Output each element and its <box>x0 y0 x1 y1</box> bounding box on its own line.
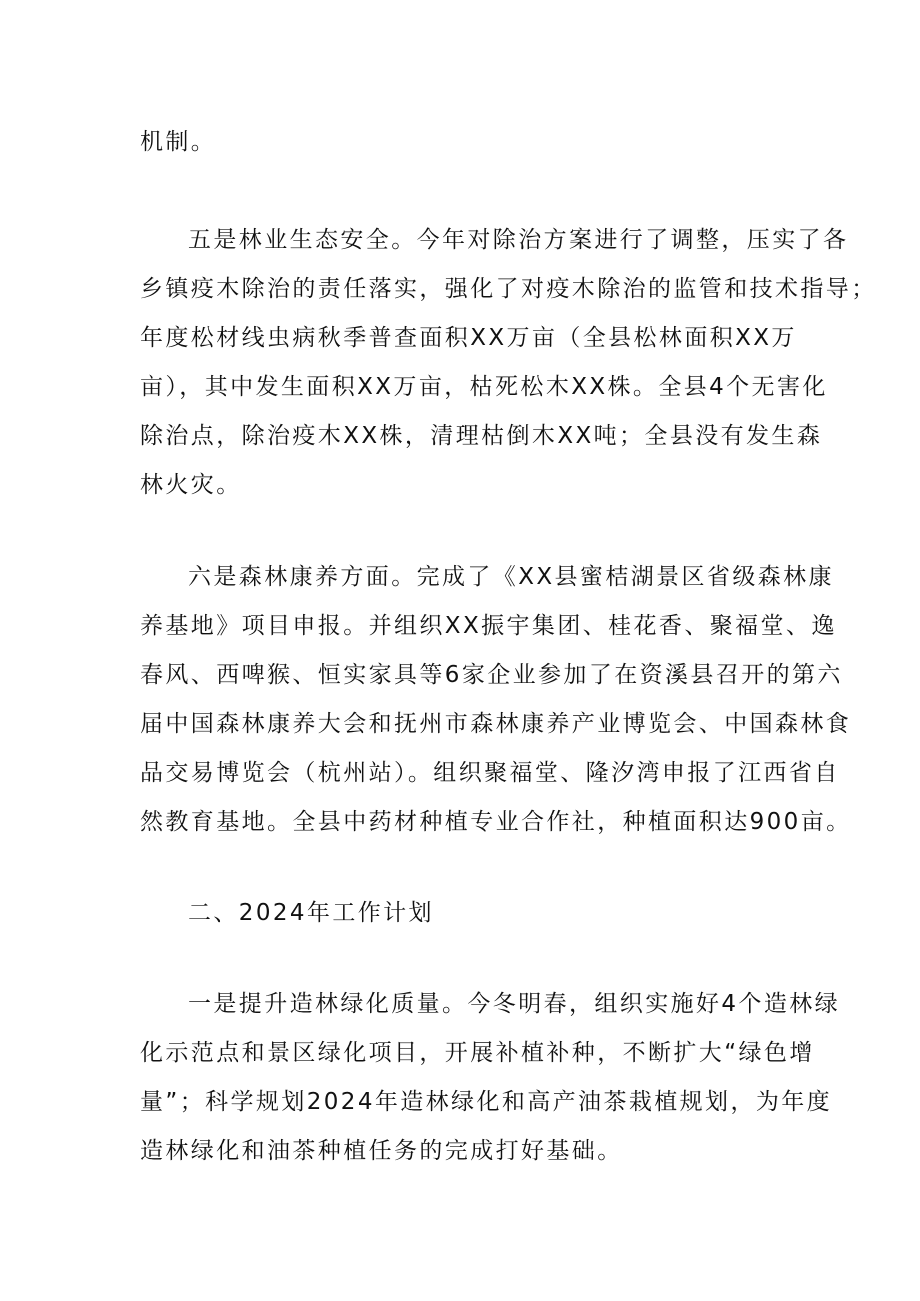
paragraph-line: 五是林业生态安全。今年对除治方案进行了调整，压实了各 <box>188 227 849 253</box>
paragraph-line: 届中国森林康养大会和抚州市森林康养产业博览会、中国森林食 <box>140 711 852 737</box>
paragraph-continuation-line: 机制。 <box>140 129 217 155</box>
paragraph-line: 乡镇疫木除治的责任落实，强化了对疫木除治的监管和技术指导； <box>140 276 877 302</box>
paragraph-line: 六是森林康养方面。完成了《XX县蜜桔湖景区省级森林康 <box>188 564 834 590</box>
paragraph-line: 除治点，除治疫木XX株，清理枯倒木XX吨；全县没有发生森 <box>140 423 823 449</box>
paragraph-line: 化示范点和景区绿化项目，开展补植补种，不断扩大“绿色增 <box>140 1040 815 1066</box>
paragraph-line: 造林绿化和油茶种植任务的完成打好基础。 <box>140 1138 623 1164</box>
paragraph-line: 林火灾。 <box>140 472 242 498</box>
paragraph-line: 量”；科学规划2024年造林绿化和高产油茶栽植规划，为年度 <box>140 1089 833 1115</box>
paragraph-line: 然教育基地。全县中药材种植专业合作社，种植面积达900亩。 <box>140 809 852 835</box>
paragraph-line: 亩），其中发生面积XX万亩，枯死松木XX株。全县4个无害化 <box>140 374 828 400</box>
paragraph-line: 年度松材线虫病秋季普查面积XX万亩（全县松林面积XX万 <box>140 325 797 351</box>
section-heading-work-plan: 二、2024年工作计划 <box>188 900 434 926</box>
paragraph-line: 养基地》项目申报。并组织XX振宇集团、桂花香、聚福堂、逸 <box>140 613 837 639</box>
paragraph-line: 春风、西啤猴、恒实家具等6家企业参加了在资溪县召开的第六 <box>140 662 843 688</box>
paragraph-line: 品交易博览会（杭州站）。组织聚福堂、隆汐湾申报了江西省自 <box>140 760 840 786</box>
paragraph-line: 一是提升造林绿化质量。今冬明春，组织实施好4个造林绿 <box>188 991 841 1017</box>
